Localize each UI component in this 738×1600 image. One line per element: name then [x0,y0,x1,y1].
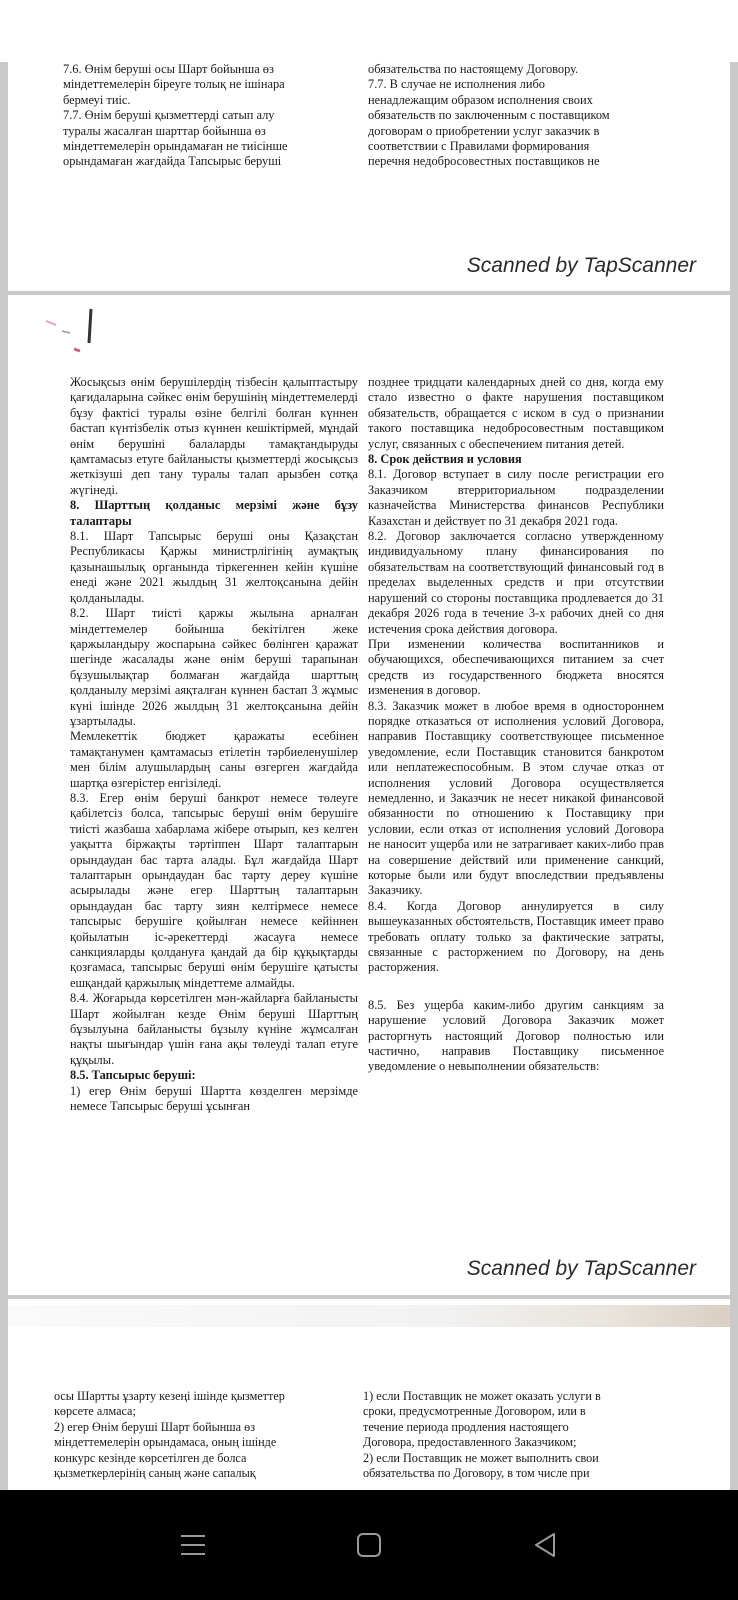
text-line: 2) егер Өнім беруші Шарт бойынша өз [54,1419,256,1434]
scanned-page-3 [8,1299,730,1490]
text-line: 7.7. В случае не исполнения либо [368,77,545,92]
page1-right-column [368,62,664,170]
text-line: міндеттемелерін орындамаса, оның ішінде [54,1435,277,1450]
paragraph: 1) егер Өнім беруші Шартта көзделген мерзімде немесе Тапсырыс беруші ұсынған [70,1083,358,1114]
section-heading: 8.5. Тапсырыс беруші: [70,1068,196,1083]
back-arrow-icon [532,1531,558,1559]
text-line: орындамаған жағдайда Тапсырыс беруші [63,154,282,169]
paragraph: При изменении количества воспитанников и обучающихся, обеспечивающихся питанием за счет средств из государственного бюджета вносятся изменения в договор. [368,636,664,698]
text-line: міндеттемелерін біреуге толық не ішінара [63,77,285,92]
text-line: обязательства по Договору, в том числе при [363,1466,590,1481]
section-heading: 8. Срок действия и условия [368,452,522,467]
scanned-page-2 [8,295,730,1295]
text-line: обязательства по настоящему Договору. [368,62,579,76]
paragraph: 8.2. Шарт тиісті қаржы жылына арналған міндеттемелер бойынша бекітілген жеке қаржыландыру жоспарына сәйкес бөлінген қаражат шегінде жасалады және өнім беруші тарапынан бұзушылықтар болмаған жағдайда шарттың қолданылу мерзімі аяқталған күннен бастап 3 жұмыс күні ішінде 2026 жылдың 31 желтоқсанына дейін ұзартылады. [70,606,358,728]
menu-icon [179,1533,207,1557]
text-line: 7.7. Өнім беруші қызметтерді сатып алу [63,108,275,123]
text-line: течение периода продления настоящего [363,1419,569,1434]
page3-left-column [54,1389,354,1481]
paragraph: 8.4. Когда Договор аннулируется в силу вышеуказанных обстоятельств, Поставщик имеет право требовать оплату только за фактические затраты, связанные с расторжением по Договору, на день расторжения. [368,898,664,975]
page1-left-column [63,62,358,170]
paragraph [368,976,664,998]
paragraph: Мемлекеттік бюджет қаражаты есебінен тамақтанумен қамтамасыз етілетін тәрбиеленушілер мен білім алушылардың саны өзгерген жағдайда шартқа өзгерістер енгізіледі. [70,729,358,790]
text-line: осы Шартты ұзарту кезеңі ішінде қызметтер [54,1389,285,1403]
text-line: Договора, предоставленного Заказчиком; [363,1435,577,1450]
text-line: 2) если Поставщик не может выполнить свои [363,1450,599,1465]
paragraph: 8.3. Егер өнім беруші банкрот немесе төлеуге қабілетсіз болса, тапсырыс беруші өнім берушіге тиісті жазбаша хабарлама жібере отырып, кез келген уақытта біржақты тәртіппен Шарт талаптарын орындаудан бас тарта алады. Бұл жағдайда Шарт талаптарын орындаудан бас тарту дереу күшіне асырылады және егер Шарттың талаптарын орындаудан бас тарту зиян келтірмесе немесе тапсырыс берушіге қойылған немесе кейіннен қойылатын іс-әрекеттерді жасауға немесе санкцияларды қолдануға қандай да бір құқықтарды қозғамаса, тапсырыс беруші өнім берушіге қатысты ешқандай қаржылық міндеттеме алмайды. [70,790,358,990]
watermark-text: Scanned by TapScanner [466,1257,696,1280]
paragraph: 8.2. Договор заключается согласно утвержденному индивидуальному плану финансирования по обязательствам на соответствующий финансовый год в пределах выделенных средств и при отсутствии нарушений со стороны поставщика продлевается до 31 декабря 2026 года в течение 3-х рабочих дней со дня истечения срока действия договора. [368,529,664,636]
home-button[interactable] [344,1520,394,1570]
pen-mark-icon [36,303,116,363]
paragraph: 8.4. Жоғарыда көрсетілген мән-жайларға байланысты Шарт жойылған кезде Өнім беруші Шарттың бұзылуына байланысты бұзылу күніне жұмсалған нақты шығындар үшін ғана ақы төлеуді талап етуге құқылы. [70,991,358,1067]
home-square-icon [356,1532,382,1558]
paragraph: позднее тридцати календарных дней со дня, когда ему стало известно о факте нарушения поставщиком обязательств, обращается с иском в суд о признании такого поставщика недобросовестным поставщиком услуг, связанных с обеспечением питания детей. [368,375,664,451]
text-line: міндеттемелерін орындамаған не тиісінше [63,139,288,154]
text-line: 7.6. Өнім беруші осы Шарт бойынша өз [63,62,274,76]
text-line: договорам о приобретении услуг заказчик в [368,123,600,138]
recent-apps-button[interactable] [168,1520,218,1570]
paragraph: 8.1. Шарт Тапсырыс беруші оны Қазақстан Республикасы Қаржы министрлігінің аумақтық қазынашылық органында тіркегеннен кейін күшіне енеді және 2021 жылдың 31 желтоқсанына дейін қолданылады. [70,529,358,605]
paragraph: 8.1. Договор вступает в силу после регистрации его Заказчиком втерриториальном подразделении казначейства Министерства финансов Республики Казахстан и действует по 31 декабря 2021 года. [368,467,664,528]
text-line: перечня недобросовестных поставщиков не [368,154,600,169]
page-edge-stripe [8,1305,730,1327]
text-line: соответствии с Правилами формирования [368,139,590,154]
scanned-page-1 [8,62,730,291]
section-heading: 8. Шарттың қолданыс мерзімі және бұзу талаптары [70,498,358,528]
text-line: туралы жасалған шарттар бойынша өз [63,123,266,138]
text-line: бермеуі тиіс. [63,92,131,107]
navigation-bar [0,1490,738,1600]
text-line: сроки, предусмотренные Договором, или в [363,1404,586,1419]
page2-right-column [368,375,664,1075]
text-line: конкурс кезінде көрсетілген де болса [54,1450,247,1465]
status-bar [0,0,738,62]
text-line: 1) если Поставщик не может оказать услуги в [363,1389,601,1403]
back-button[interactable] [520,1520,570,1570]
watermark-text: Scanned by TapScanner [466,254,696,277]
text-line: обязательств по заключенным с поставщиком [368,108,610,123]
page2-left-column [70,375,358,1115]
paragraph: 8.5. Без ущерба каким-либо другим санкциям за нарушение условий Договора Заказчик может расторгнуть настоящий Договор полностью или частично, направив Поставщику письменное уведомление о невыполнении обязательств: [368,997,664,1074]
text-line: көрсете алмаса; [54,1404,136,1419]
text-line: ненадлежащим образом исполнения своих [368,92,593,107]
paragraph: 8.3. Заказчик может в любое время в одностороннем порядке отказаться от исполнения условий Договора, направив Поставщику соответствующее письменное уведомление, если Поставщик становится банкротом или неплатежеспособным. В этом случае отказ от исполнения условий Договора осуществляется немедленно, и Заказчик не несет никакой финансовой обязанности по отношению к Поставщику при условии, если отказ от исполнения условий Договора не наносит ущерба или не затрагивает каких-либо прав на совершение действий или применение санкций, которые были или будут впоследствии предъявлены Заказчику. [368,698,664,898]
document-viewer[interactable] [0,62,738,1490]
paragraph: Жосықсыз өнім берушілердің тізбесін қалыптастыру қағидаларына сәйкес өнім берушінің міндеттемелерді бұзу фактісі туралы өзіне белгілі болған күннен бастап күнтізбелік отыз күннен кешіктірмей, мұндай өнім берушіні балаларды тамақтандыруды қамтамасыз етуге байланысты қызметтерді жосықсыз жеткізуші деп тану туралы талап арызбен сотқа жүгінеді. [70,375,358,497]
page3-right-column [363,1389,663,1481]
text-line: қызметкерлерінің саның және сапалық [54,1466,256,1481]
